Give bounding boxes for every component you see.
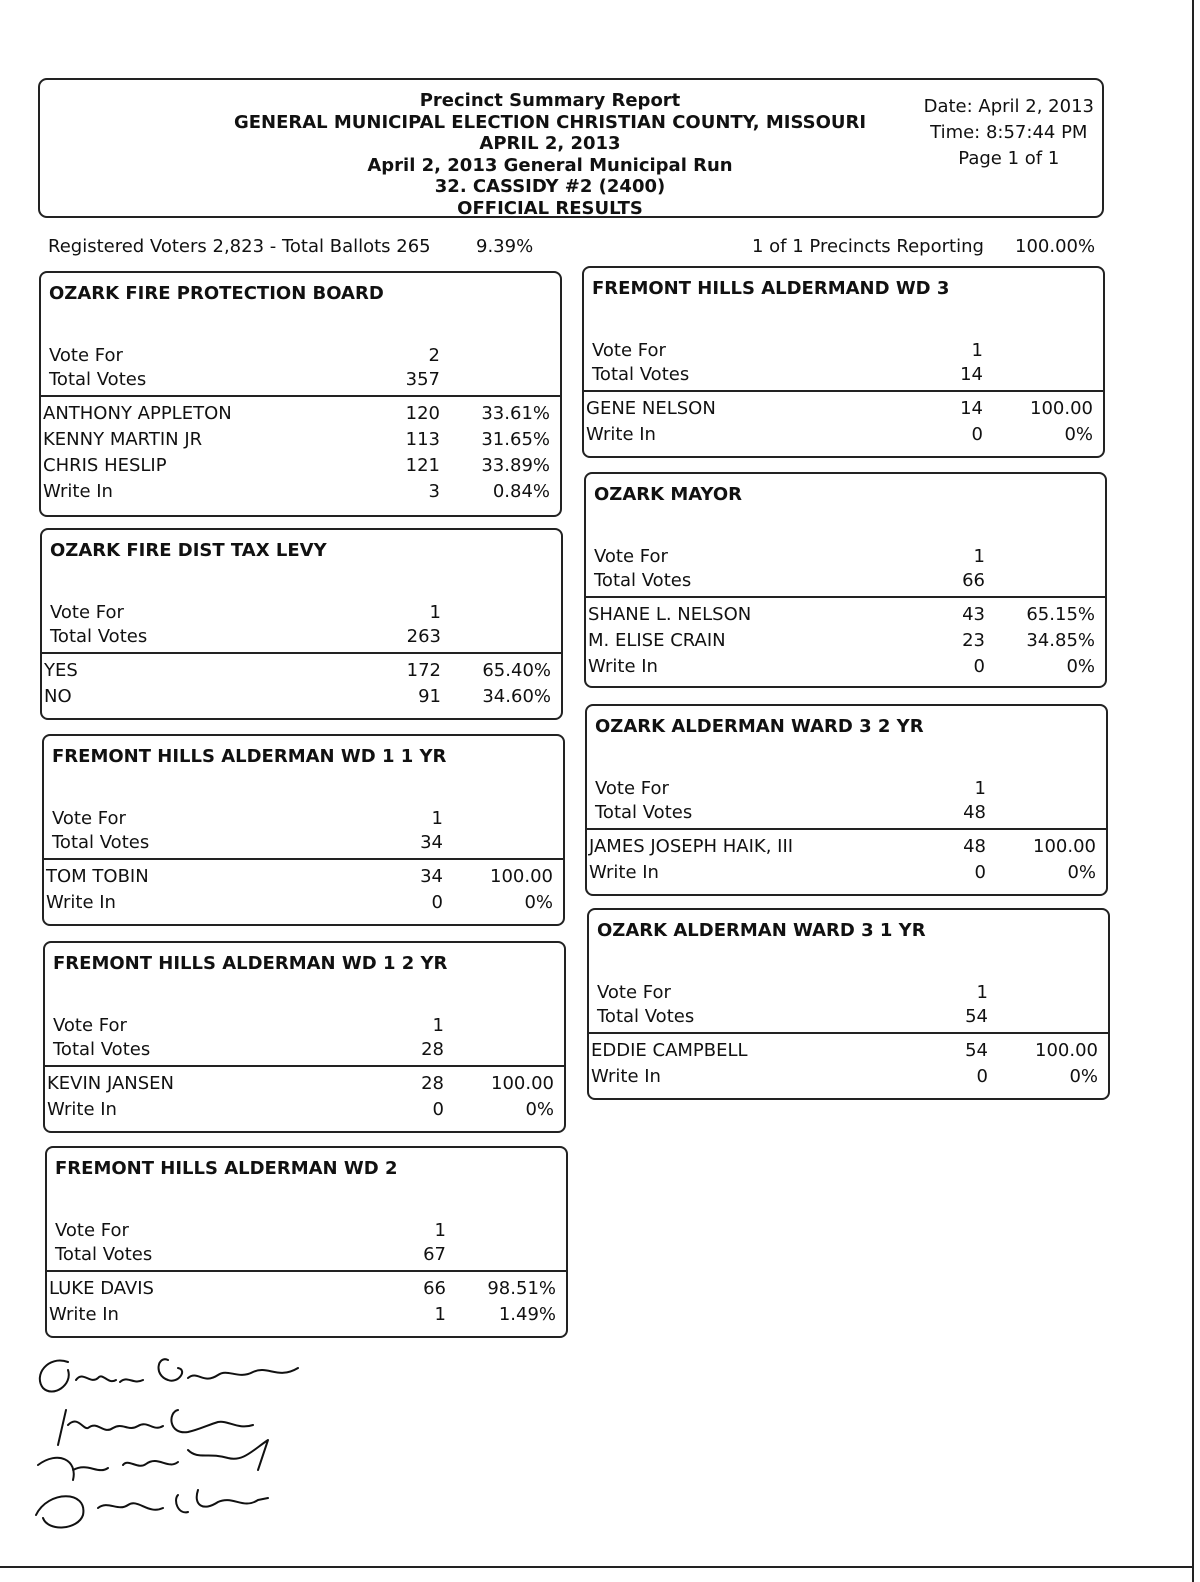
candidate-votes: 23 <box>962 630 985 651</box>
contest-title: OZARK FIRE PROTECTION BOARD <box>49 283 384 304</box>
vote-for-label: Vote For <box>594 546 668 567</box>
candidate-name: ANTHONY APPLETON <box>43 403 232 424</box>
candidate-name: LUKE DAVIS <box>49 1278 154 1299</box>
candidate-name: Write In <box>586 424 656 445</box>
signatures <box>28 1340 328 1540</box>
candidate-percent: 0% <box>524 892 553 913</box>
contest-box-ozark-mayor <box>584 472 1107 688</box>
contest-divider <box>589 1032 1108 1034</box>
reporting-percent: 100.00% <box>1015 236 1096 257</box>
vote-for-row <box>592 340 1103 364</box>
candidate-row <box>47 1304 566 1330</box>
candidate-votes: 91 <box>418 686 441 707</box>
candidate-name: Write In <box>49 1304 119 1325</box>
vote-for-value: 2 <box>428 345 440 366</box>
total-votes-value: 67 <box>423 1244 446 1265</box>
candidate-name: EDDIE CAMPBELL <box>591 1040 748 1061</box>
contest-title: OZARK MAYOR <box>594 484 743 505</box>
candidate-percent: 65.40% <box>482 660 551 681</box>
candidate-name: M. ELISE CRAIN <box>588 630 726 651</box>
candidate-votes: 0 <box>432 1099 444 1120</box>
contest-title: OZARK ALDERMAN WARD 3 1 YR <box>597 920 926 941</box>
vote-for-label: Vote For <box>53 1015 127 1036</box>
candidate-votes: 0 <box>974 862 986 883</box>
candidate-percent: 100.00 <box>1030 398 1093 419</box>
vote-for-label: Vote For <box>55 1220 129 1241</box>
candidate-row <box>587 836 1106 862</box>
total-votes-row <box>49 369 560 393</box>
candidate-name: Write In <box>43 481 113 502</box>
page-number: Page 1 of 1 <box>958 148 1060 169</box>
vote-for-row <box>50 602 561 626</box>
contest-title: FREMONT HILLS ALDERMAN WD 1 2 YR <box>53 953 448 974</box>
candidate-name: Write In <box>588 656 658 677</box>
vote-for-value: 1 <box>431 808 443 829</box>
total-votes-label: Total Votes <box>55 1244 153 1265</box>
report-title-block <box>190 90 910 219</box>
results-status: OFFICIAL RESULTS <box>457 197 643 219</box>
contest-divider <box>44 858 563 860</box>
vote-for-row <box>53 1015 564 1039</box>
candidate-votes: 48 <box>963 836 986 857</box>
candidate-percent: 33.61% <box>481 403 550 424</box>
candidate-votes: 66 <box>423 1278 446 1299</box>
contest-box-fremont-hills-alderman-wd-1-1-yr <box>42 734 565 926</box>
candidate-votes: 172 <box>406 660 441 681</box>
total-votes-row <box>50 626 561 650</box>
report-header <box>38 78 1104 218</box>
total-votes-value: 263 <box>406 626 441 647</box>
total-votes-row <box>592 364 1103 388</box>
precinct-name: 32. CASSIDY #2 (2400) <box>434 176 666 197</box>
contest-box-ozark-fire-dist-tax-levy <box>40 528 563 720</box>
vote-for-value: 1 <box>971 340 983 361</box>
turnout-percent: 9.39% <box>476 236 534 257</box>
vote-for-value: 1 <box>974 778 986 799</box>
candidate-percent: 1.49% <box>498 1304 556 1325</box>
candidate-votes: 54 <box>965 1040 988 1061</box>
candidate-row <box>586 656 1105 682</box>
candidate-votes: 0 <box>976 1066 988 1087</box>
report-meta <box>924 94 1094 172</box>
vote-for-value: 1 <box>434 1220 446 1241</box>
total-votes-value: 34 <box>420 832 443 853</box>
total-votes-row <box>597 1006 1108 1030</box>
candidate-name: YES <box>44 660 78 681</box>
total-votes-value: 357 <box>405 369 440 390</box>
candidate-votes: 1 <box>434 1304 446 1325</box>
candidate-name: TOM TOBIN <box>46 866 149 887</box>
candidate-name: CHRIS HESLIP <box>43 455 167 476</box>
candidate-name: NO <box>44 686 72 707</box>
total-votes-value: 28 <box>421 1039 444 1060</box>
total-votes-row <box>55 1244 566 1268</box>
candidate-percent: 33.89% <box>481 455 550 476</box>
total-votes-value: 48 <box>963 802 986 823</box>
contest-title: OZARK FIRE DIST TAX LEVY <box>50 540 327 561</box>
contest-box-fremont-hills-aldermand-wd-3 <box>582 266 1105 458</box>
candidate-name: KENNY MARTIN JR <box>43 429 203 450</box>
total-votes-value: 54 <box>965 1006 988 1027</box>
candidate-percent: 100.00 <box>1035 1040 1098 1061</box>
contest-box-ozark-alderman-ward-3-1-yr <box>587 908 1110 1100</box>
election-name: GENERAL MUNICIPAL ELECTION CHRISTIAN COUNTY, MISSOURI <box>233 111 867 133</box>
total-votes-value: 66 <box>962 570 985 591</box>
contest-divider <box>47 1270 566 1272</box>
candidate-row <box>42 660 561 686</box>
vote-for-row <box>594 546 1105 570</box>
contest-box-ozark-alderman-ward-3-2-yr <box>585 704 1108 896</box>
candidate-percent: 0% <box>1064 424 1093 445</box>
candidate-name: KEVIN JANSEN <box>47 1073 175 1094</box>
vote-for-row <box>595 778 1106 802</box>
total-votes-label: Total Votes <box>595 802 693 823</box>
vote-for-value: 1 <box>432 1015 444 1036</box>
candidate-name: SHANE L. NELSON <box>588 604 752 625</box>
report-title: Precinct Summary Report <box>419 90 681 111</box>
candidate-percent: 0% <box>1066 656 1095 677</box>
report-date: Date: April 2, 2013 <box>923 96 1094 117</box>
total-votes-label: Total Votes <box>52 832 150 853</box>
contest-title: FREMONT HILLS ALDERMAN WD 2 <box>55 1158 398 1179</box>
candidate-votes: 121 <box>405 455 440 476</box>
candidate-votes: 113 <box>405 429 440 450</box>
contest-box-ozark-fire-protection-board <box>39 271 562 517</box>
candidate-percent: 98.51% <box>487 1278 556 1299</box>
candidate-votes: 0 <box>431 892 443 913</box>
candidate-row <box>589 1066 1108 1092</box>
contest-divider <box>42 652 561 654</box>
contest-box-fremont-hills-alderman-wd-2 <box>45 1146 568 1338</box>
candidate-percent: 65.15% <box>1026 604 1095 625</box>
page-edge-right <box>1192 0 1194 1582</box>
candidate-row <box>586 604 1105 630</box>
candidate-row <box>589 1040 1108 1066</box>
total-votes-label: Total Votes <box>594 570 692 591</box>
contest-divider <box>587 828 1106 830</box>
candidate-votes: 120 <box>405 403 440 424</box>
registered-voters: Registered Voters 2,823 - Total Ballots 265 <box>48 236 431 257</box>
candidate-name: GENE NELSON <box>586 398 716 419</box>
candidate-row <box>41 403 560 429</box>
total-votes-value: 14 <box>960 364 983 385</box>
vote-for-label: Vote For <box>592 340 666 361</box>
election-date: APRIL 2, 2013 <box>479 133 621 154</box>
precincts-reporting: 1 of 1 Precincts Reporting <box>752 236 984 257</box>
page-edge-bottom <box>0 1566 1194 1568</box>
total-votes-label: Total Votes <box>592 364 690 385</box>
total-votes-row <box>52 832 563 856</box>
candidate-percent: 34.60% <box>482 686 551 707</box>
candidate-name: JAMES JOSEPH HAIK, III <box>589 836 794 857</box>
total-votes-label: Total Votes <box>53 1039 151 1060</box>
candidate-percent: 0% <box>1069 1066 1098 1087</box>
candidate-percent: 31.65% <box>481 429 550 450</box>
candidate-percent: 34.85% <box>1026 630 1095 651</box>
candidate-row <box>44 866 563 892</box>
contest-title: OZARK ALDERMAN WARD 3 2 YR <box>595 716 924 737</box>
candidate-row <box>587 862 1106 888</box>
signature-3 <box>38 1440 268 1480</box>
candidate-row <box>44 892 563 918</box>
run-name: April 2, 2013 General Municipal Run <box>367 154 733 176</box>
vote-for-row <box>49 345 560 369</box>
candidate-row <box>584 398 1103 424</box>
candidate-percent: 100.00 <box>1033 836 1096 857</box>
report-time: Time: 8:57:44 PM <box>930 122 1088 143</box>
contest-box-fremont-hills-alderman-wd-1-2-yr <box>43 941 566 1133</box>
candidate-votes: 3 <box>428 481 440 502</box>
total-votes-row <box>53 1039 564 1063</box>
candidate-row <box>41 429 560 455</box>
total-votes-row <box>595 802 1106 826</box>
candidate-row <box>586 630 1105 656</box>
signature-1 <box>40 1359 298 1391</box>
vote-for-label: Vote For <box>50 602 124 623</box>
candidate-percent: 0% <box>525 1099 554 1120</box>
candidate-row <box>45 1073 564 1099</box>
vote-for-value: 1 <box>973 546 985 567</box>
candidate-votes: 14 <box>960 398 983 419</box>
candidate-row <box>42 686 561 712</box>
candidate-name: Write In <box>591 1066 661 1087</box>
candidate-row <box>41 481 560 507</box>
contest-divider <box>45 1065 564 1067</box>
contest-title: FREMONT HILLS ALDERMAN WD 1 1 YR <box>52 746 447 767</box>
vote-for-label: Vote For <box>595 778 669 799</box>
candidate-votes: 0 <box>971 424 983 445</box>
vote-for-label: Vote For <box>597 982 671 1003</box>
vote-for-label: Vote For <box>49 345 123 366</box>
total-votes-label: Total Votes <box>597 1006 695 1027</box>
signature-4 <box>36 1490 268 1527</box>
candidate-row <box>41 455 560 481</box>
vote-for-row <box>55 1220 566 1244</box>
contest-title: FREMONT HILLS ALDERMAND WD 3 <box>592 278 950 299</box>
candidate-votes: 34 <box>420 866 443 887</box>
candidate-row <box>584 424 1103 450</box>
total-votes-row <box>594 570 1105 594</box>
total-votes-label: Total Votes <box>49 369 147 390</box>
vote-for-row <box>52 808 563 832</box>
candidate-votes: 43 <box>962 604 985 625</box>
vote-for-value: 1 <box>976 982 988 1003</box>
vote-for-value: 1 <box>429 602 441 623</box>
candidate-percent: 0% <box>1067 862 1096 883</box>
contest-divider <box>41 395 560 397</box>
vote-for-label: Vote For <box>52 808 126 829</box>
contest-divider <box>586 596 1105 598</box>
candidate-votes: 0 <box>973 656 985 677</box>
candidate-name: Write In <box>589 862 659 883</box>
vote-for-row <box>597 982 1108 1006</box>
candidate-row <box>45 1099 564 1125</box>
candidate-percent: 100.00 <box>491 1073 554 1094</box>
signature-2 <box>58 1410 253 1445</box>
candidate-row <box>47 1278 566 1304</box>
total-votes-label: Total Votes <box>50 626 148 647</box>
candidate-name: Write In <box>47 1099 117 1120</box>
candidate-votes: 28 <box>421 1073 444 1094</box>
contest-divider <box>584 390 1103 392</box>
candidate-percent: 100.00 <box>490 866 553 887</box>
candidate-percent: 0.84% <box>492 481 550 502</box>
candidate-name: Write In <box>46 892 116 913</box>
